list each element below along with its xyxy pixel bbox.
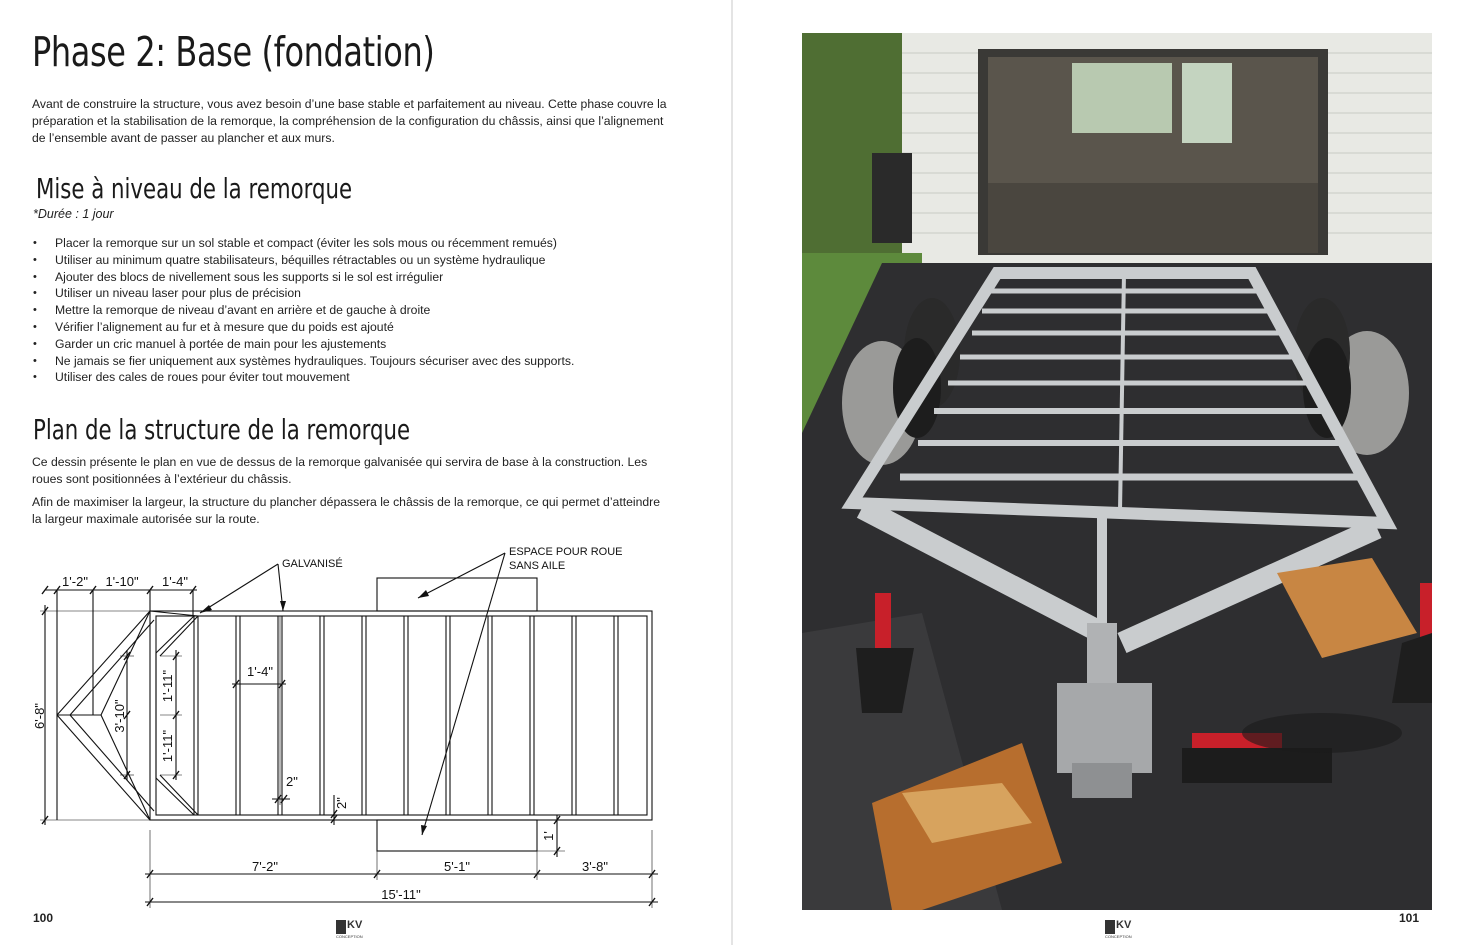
dim-1-11-lower: 1'-11" — [160, 729, 175, 763]
intro-paragraph: Avant de construire la structure, vous avez besoin d’une base stable et parfaitement au niveau. Cette phase couvre la préparation et la stabilisation de la remorque, la compréhension de la configuration du châssis, ainsi que l’alignement de l’ensemble avant de passer au plancher et aux murs. — [32, 97, 667, 145]
kv-logo: KV CONCEPTION — [1105, 919, 1132, 939]
dim-2-vertical: 2" — [334, 797, 349, 809]
trailer-photo — [802, 33, 1432, 910]
trailer-plan-drawing — [0, 530, 731, 915]
dim-1-2: 1'-2" — [62, 574, 88, 589]
section-heading-leveling: Mise à niveau de la remorque — [36, 172, 353, 205]
dim-3-10: 3'-10" — [112, 699, 127, 733]
dim-1-11-upper: 1'-11" — [160, 669, 175, 703]
list-item: • Placer la remorque sur un sol stable et compact (éviter les sols mous ou récemment remués) — [33, 235, 683, 252]
list-item: • Utiliser au minimum quatre stabilisateurs, béquilles rétractables ou un système hydraulique — [33, 252, 683, 269]
list-item: • Ne jamais se fier uniquement aux systèmes hydrauliques. Toujours sécuriser avec des supports. — [33, 353, 683, 370]
label-galvanise: GALVANISÉ — [282, 558, 343, 570]
dim-2-horizontal: 2" — [286, 774, 298, 789]
label-wheel-space-line1: ESPACE POUR ROUE — [509, 546, 623, 558]
dim-1-4-inner: 1'-4" — [247, 664, 273, 679]
frame-inner — [156, 616, 647, 815]
plan-paragraph-2: Afin de maximiser la largeur, la structure du plancher dépassera le châssis de la remorque, ce qui permet d’atteindre la largeur maximale autorisée sur la route. — [32, 495, 660, 526]
wheel-space-bottom — [377, 820, 537, 851]
duration-note: *Durée : 1 jour — [33, 207, 114, 221]
list-item: • Utiliser un niveau laser pour plus de précision — [33, 285, 683, 302]
dim-5-1: 5'-1" — [444, 859, 470, 874]
leveling-checklist — [33, 235, 683, 386]
kv-logo: KV CONCEPTION — [336, 919, 363, 939]
left-page — [0, 0, 731, 945]
frame-outer — [150, 611, 652, 820]
list-item: • Garder un cric manuel à portée de main pour les ajustements — [33, 336, 683, 353]
dim-6-8: 6'-8" — [32, 703, 47, 729]
list-item: • Vérifier l’alignement au fur et à mesure que du poids est ajouté — [33, 319, 683, 336]
list-item: • Utiliser des cales de roues pour éviter tout mouvement — [33, 369, 683, 386]
dim-15-11: 15'-11" — [381, 887, 421, 902]
dim-7-2: 7'-2" — [252, 859, 278, 874]
dim-1-10: 1'-10" — [105, 574, 139, 589]
list-item: • Mettre la remorque de niveau d’avant en arrière et de gauche à droite — [33, 302, 683, 319]
dim-3-8: 3'-8" — [582, 859, 608, 874]
right-page — [733, 0, 1463, 945]
dim-1-foot: 1' — [541, 831, 556, 841]
page-number-left: 100 — [33, 911, 54, 925]
page-number-right: 101 — [1399, 911, 1420, 925]
trailer-photo-illustration — [802, 33, 1432, 910]
section-heading-plan: Plan de la structure de la remorque — [33, 413, 411, 446]
list-item: • Ajouter des blocs de nivellement sous les supports si le sol est irrégulier — [33, 269, 683, 286]
label-wheel-space-line2: SANS AILE — [509, 560, 566, 572]
wheel-space-top — [377, 578, 537, 611]
plan-paragraph-1: Ce dessin présente le plan en vue de dessus de la remorque galvanisée qui servira de base à la construction. Les roues sont positionnées à l’extérieur du châssis. — [32, 455, 648, 486]
dim-1-4-top: 1'-4" — [162, 574, 188, 589]
page-title: Phase 2: Base (fondation) — [32, 28, 435, 76]
